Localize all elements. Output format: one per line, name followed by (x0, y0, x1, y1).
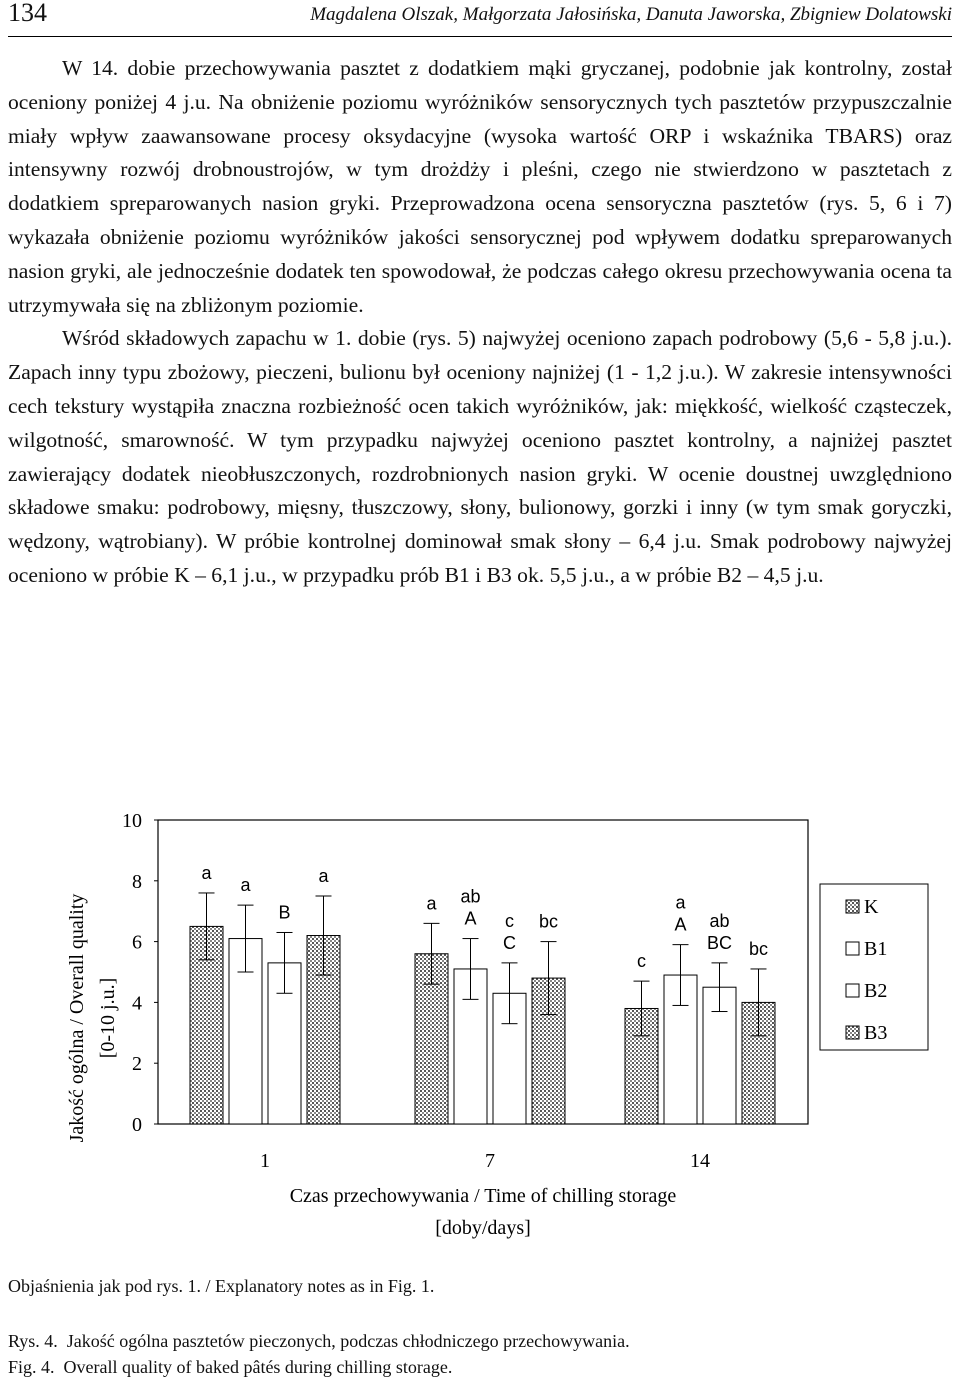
significance-label: a (675, 892, 686, 913)
legend-swatch (846, 1026, 859, 1039)
legend-label: K (864, 896, 879, 918)
x-axis-label: Czas przechowywania / Time of chilling storage (289, 1185, 677, 1207)
figure-notes: Objaśnienia jak pod rys. 1. / Explanatory notes as in Fig. 1. (8, 1276, 435, 1296)
significance-label: a (201, 862, 212, 883)
y-tick-label: 8 (132, 870, 142, 893)
significance-label: C (503, 932, 516, 953)
significance-label: ab (460, 886, 481, 907)
significance-label: A (464, 908, 477, 929)
significance-label: ab (709, 910, 730, 931)
legend-label: B3 (864, 1022, 888, 1044)
legend-label: B1 (864, 938, 888, 960)
legend-swatch (846, 984, 859, 997)
significance-label: c (505, 910, 514, 931)
y-axis-label: Jakość ogólna / Overall quality (66, 893, 88, 1143)
y-tick-label: 10 (122, 810, 142, 832)
y-tick-label: 0 (132, 1114, 142, 1136)
significance-label: bc (748, 938, 769, 959)
significance-label: B (278, 902, 291, 923)
page-number: 134 (8, 0, 47, 27)
x-tick-label: 1 (260, 1150, 270, 1172)
legend (820, 884, 928, 1050)
y-tick-label: 6 (132, 931, 142, 954)
body-text (8, 52, 952, 593)
x-tick-label: 14 (690, 1150, 710, 1172)
y-axis-unit: [0-10 j.u.] (97, 977, 119, 1059)
x-tick-label: 7 (485, 1150, 495, 1172)
paragraph: W 14. dobie przechowywania pasztet z dodatkiem mąki gryczanej, podobnie jak kontrolny, został oceniony poniżej 4 j.u. Na obniżenie poziomu wyróżników sensorycznych tych pasztetów przypuszczalnie miały wpływ zaawansowane procesy oksydacyjne (wysoka wartość ORP i wskaźnika TBARS) oraz intensywny rozwój drobnoustrojów, w tym drożdży i pleśni, czego nie stwierdzono w pasztetach z dodatkiem spreparowanych nasion gryki. Przeprowadzona ocena sensoryczna pasztetów (rys. 5, 6 i 7) wykazała obniżenie poziomu wyróżników jakości sensorycznej pod wpływem dodatku spreparowanych nasion gryki, ale jednocześnie dodatek ten spowodował, że podczas całego okresu przechowywania ocena ta utrzymywała się na zbliżonym poziomie. (8, 56, 952, 317)
y-ticks (122, 810, 158, 1136)
significance-label: A (674, 914, 687, 935)
running-header: Magdalena Olszak, Małgorzata Jałosińska, Danuta Jaworska, Zbigniew Dolatowski (310, 4, 952, 25)
legend-swatch (846, 900, 859, 913)
legend-label: B2 (864, 980, 888, 1002)
significance-label: a (426, 893, 437, 914)
page-header (8, 0, 952, 34)
legend-swatch (846, 942, 859, 955)
significance-label: bc (538, 911, 559, 932)
caption-english: Fig. 4. Overall quality of baked pâtés during chilling storage. (8, 1357, 453, 1377)
caption-polish: Rys. 4. Jakość ogólna pasztetów pieczonych, podczas chłodniczego przechowywania. (8, 1331, 630, 1351)
overall-quality-chart (0, 770, 960, 1250)
significance-label: c (637, 951, 646, 972)
y-tick-label: 2 (132, 1053, 142, 1076)
header-rule (8, 36, 952, 37)
paragraph: Wśród składowych zapachu w 1. dobie (rys. 5) najwyżej oceniono zapach podrobowy (5,6 - 5,8 j.u.). Zapach inny typu zbożowy, pieczeni, bulionu był oceniony najniżej (1 - 1,2 j.u.). W zakresie intensywności cech tekstury wystąpiła znaczna rozbieżność ocen takich wyróżników, jak: miękkość, wielkość cząsteczek, wilgotność, smarowność. W tym przypadku najwyżej oceniono pasztet kontrolny, a najniżej pasztet zawierający dodatek nieobłuszczonych, rozdrobnionych nasion gryki. W ocenie doustnej uwzględniono składowe smaku: podrobowy, mięsny, tłuszczowy, słony, bulionowy, gorzki i inny (w tym smak goryczki, wędzony, wątrobiany). W próbie kontrolnej dominował smak słony – 6,4 j.u. Smak podrobowy najwyżej oceniono w próbie K – 6,1 j.u., w przypadku prób B1 i B3 ok. 5,5 j.u., a w próbie B2 – 4,5 j.u. (8, 326, 952, 587)
y-tick-label: 4 (132, 992, 142, 1015)
x-ticks (260, 1150, 710, 1172)
significance-label: a (240, 875, 251, 896)
x-axis-unit: [doby/days] (435, 1217, 531, 1239)
significance-label: BC (706, 932, 733, 953)
significance-label: a (318, 866, 329, 886)
